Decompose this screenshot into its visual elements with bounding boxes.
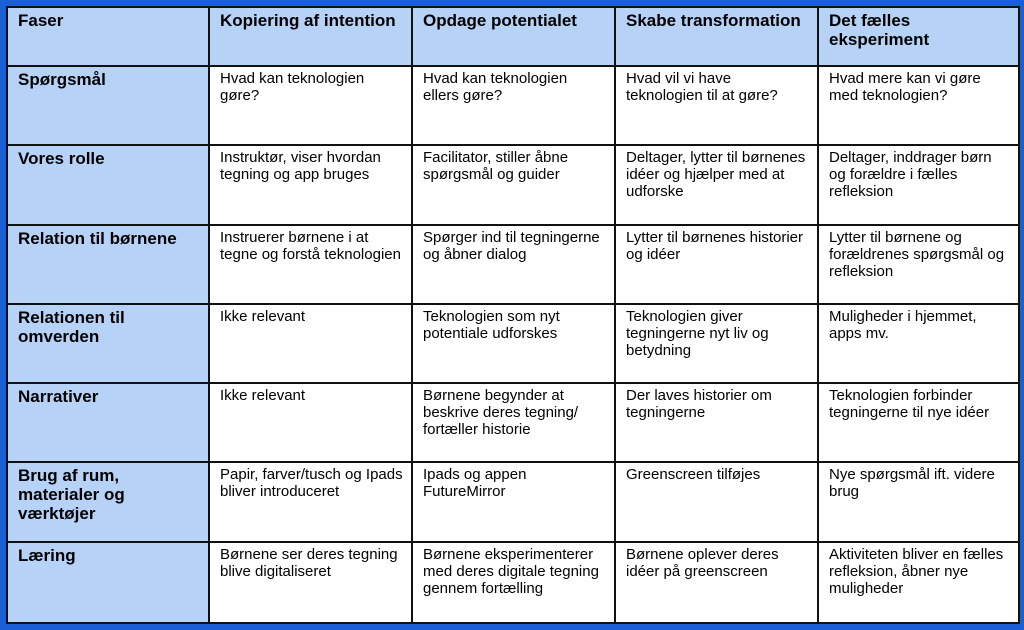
table-row (7, 542, 1019, 623)
phases-table (6, 6, 1020, 624)
row-label: Relation til børnene (7, 225, 209, 304)
table-row (7, 304, 1019, 383)
table-cell: Papir, farver/tusch og Ipads bliver introduceret (209, 462, 412, 541)
row-label: Læring (7, 542, 209, 623)
table-cell: Hvad mere kan vi gøre med teknologien? (818, 66, 1019, 145)
header-cell-opdage: Opdage potentialet (412, 7, 615, 66)
header-cell-eksperiment: Det fælles eksperiment (818, 7, 1019, 66)
table-cell: Instruktør, viser hvordan tegning og app bruges (209, 145, 412, 224)
table-row (7, 383, 1019, 462)
table-row (7, 145, 1019, 224)
table-cell: Ipads og appen FutureMirror (412, 462, 615, 541)
header-cell-kopiering: Kopiering af intention (209, 7, 412, 66)
table-cell: Muligheder i hjemmet, apps mv. (818, 304, 1019, 383)
table-cell: Hvad kan teknologien gøre? (209, 66, 412, 145)
table-row (7, 462, 1019, 541)
header-row (7, 7, 1019, 66)
table-cell: Børnene oplever deres idéer på greenscreen (615, 542, 818, 623)
table-cell: Teknologien giver tegningerne nyt liv og betydning (615, 304, 818, 383)
table-cell: Børnene eksperimenterer med deres digitale tegning gennem fortælling (412, 542, 615, 623)
table-cell: Instruerer børnene i at tegne og forstå teknologien (209, 225, 412, 304)
row-label: Narrativer (7, 383, 209, 462)
table-cell: Aktiviteten bliver en fælles refleksion, åbner nye muligheder (818, 542, 1019, 623)
table-cell: Teknologien forbinder tegningerne til nye idéer (818, 383, 1019, 462)
table-row (7, 66, 1019, 145)
table-cell: Lytter til børnenes historier og idéer (615, 225, 818, 304)
table-cell: Hvad vil vi have teknologien til at gøre? (615, 66, 818, 145)
header-cell-skabe: Skabe transformation (615, 7, 818, 66)
table-row (7, 225, 1019, 304)
table-cell: Ikke relevant (209, 383, 412, 462)
table-cell: Hvad kan teknologien ellers gøre? (412, 66, 615, 145)
row-label: Vores rolle (7, 145, 209, 224)
table-frame (6, 6, 1018, 624)
table-cell: Greenscreen tilføjes (615, 462, 818, 541)
table-cell: Der laves historier om tegningerne (615, 383, 818, 462)
row-label: Relationen til omverden (7, 304, 209, 383)
table-cell: Børnene ser deres tegning blive digitaliseret (209, 542, 412, 623)
table-cell: Lytter til børnene og forældrenes spørgsmål og refleksion (818, 225, 1019, 304)
table-cell: Spørger ind til tegningerne og åbner dialog (412, 225, 615, 304)
table-cell: Facilitator, stiller åbne spørgsmål og guider (412, 145, 615, 224)
table-cell: Deltager, inddrager børn og forældre i fælles refleksion (818, 145, 1019, 224)
table-cell: Børnene begynder at beskrive deres tegning/ fortæller historie (412, 383, 615, 462)
table-cell: Nye spørgsmål ift. videre brug (818, 462, 1019, 541)
header-cell-faser: Faser (7, 7, 209, 66)
table-cell: Deltager, lytter til børnenes idéer og hjælper med at udforske (615, 145, 818, 224)
table-cell: Teknologien som nyt potentiale udforskes (412, 304, 615, 383)
row-label: Brug af rum, materialer og værktøjer (7, 462, 209, 541)
table-cell: Ikke relevant (209, 304, 412, 383)
row-label: Spørgsmål (7, 66, 209, 145)
